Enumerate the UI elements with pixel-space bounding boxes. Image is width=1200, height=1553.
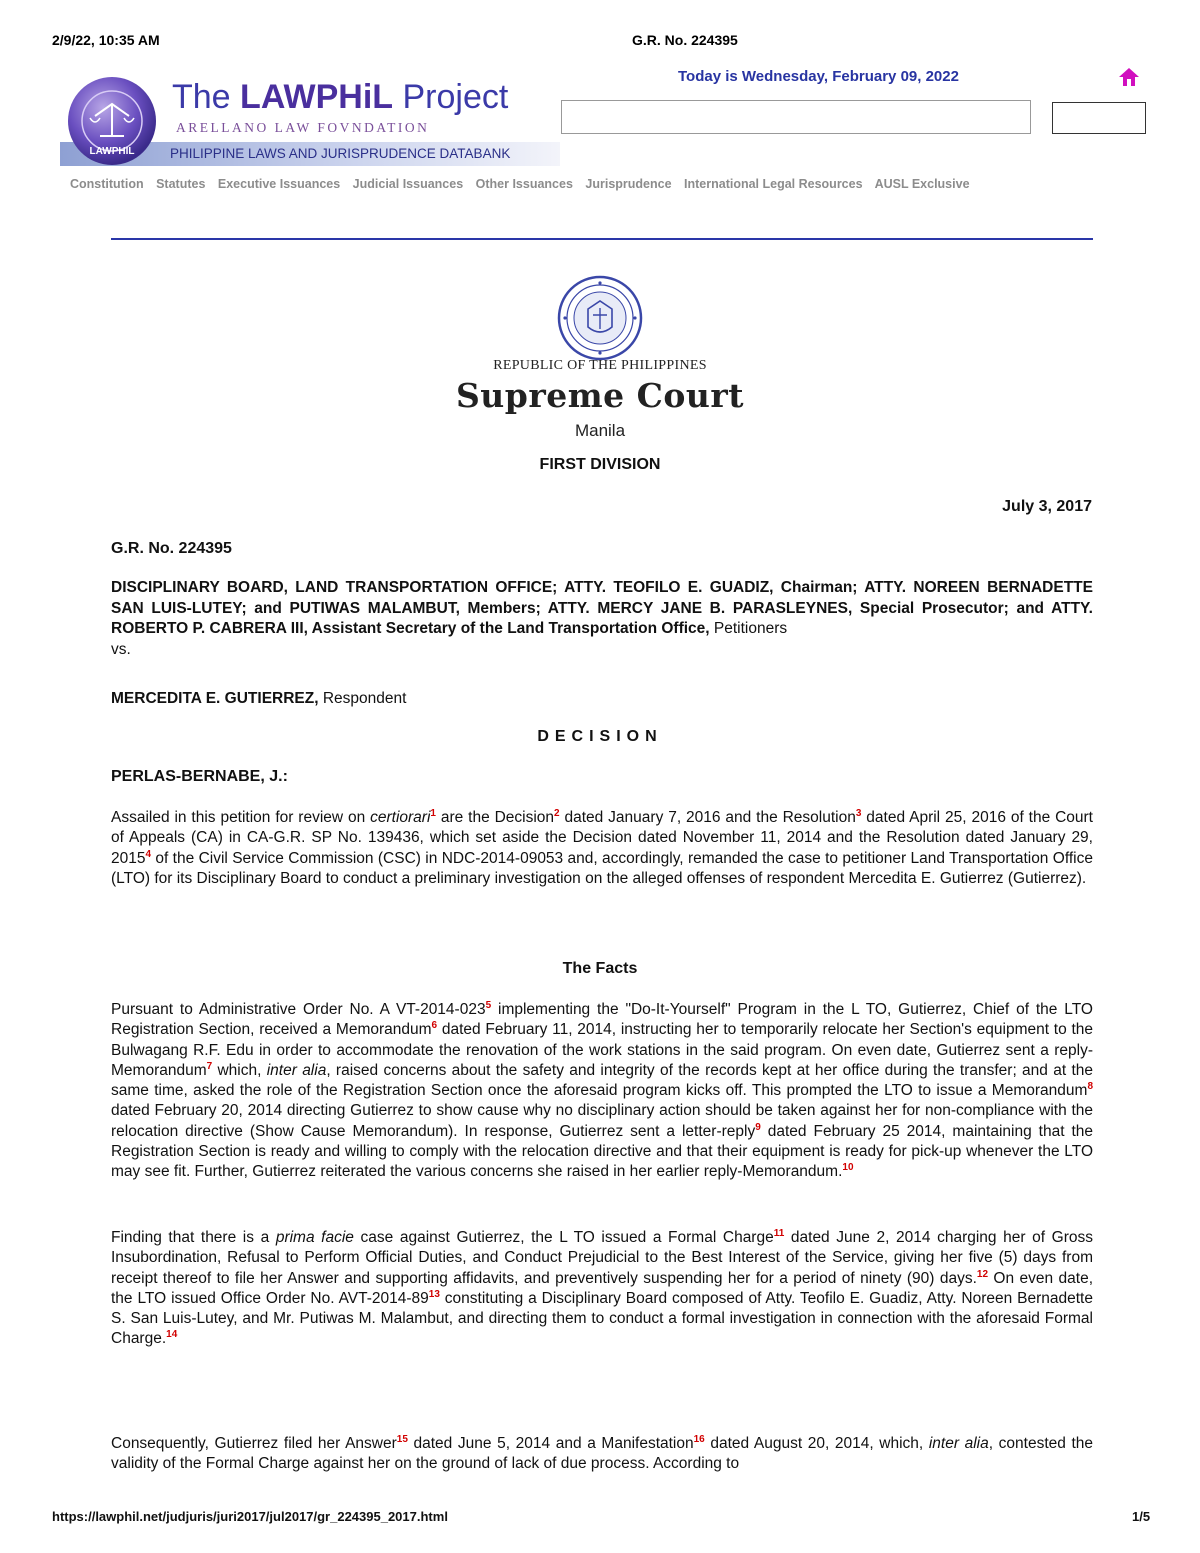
print-title: G.R. No. 224395 [632, 32, 738, 48]
footer-url: https://lawphil.net/judjuris/juri2017/jul2017/gr_224395_2017.html [52, 1509, 448, 1524]
facts-heading: The Facts [562, 960, 638, 977]
nav-international-legal-resources[interactable]: International Legal Resources [684, 177, 863, 191]
print-date: 2/9/22, 10:35 AM [52, 32, 160, 48]
nav-constitution[interactable]: Constitution [70, 177, 144, 191]
respondent-role: Respondent [318, 690, 407, 707]
footnote-link[interactable]: 7 [206, 1060, 213, 1072]
petitioners-role: Petitioners [709, 620, 788, 637]
nav-judicial-issuances[interactable]: Judicial Issuances [352, 177, 464, 191]
search-button[interactable] [1052, 102, 1146, 134]
nav-ausl-exclusive[interactable]: AUSL Exclusive [874, 177, 970, 191]
paragraph-1: Assailed in this petition for review on certiorari$^1$ are the Decision$^2$ dated January 7, 2016 and the Resolution$^3$ dated April 25, 2016 of the Court of Appeals (CA) in CA-G.R. SP No. 139436, which set aside the Decision dated November 11, 2014 and the Resolution dated January 29, 2015$^4$ of the Civil Service Commission (CSC) in NDC-2014-09053 and, accordingly, remanded the case to petitioner Land Transportation Office (LTO) for its Disciplinary Board to conduct a preliminary investigation on the alleged offenses of respondent Mercedita E. Gutierrez (Gutierrez). [111, 807, 1093, 887]
decision-heading: DECISION [537, 728, 663, 745]
databank-tagline: PHILIPPINE LAWS AND JURISPRUDENCE DATABANK [170, 146, 511, 161]
footnote-link[interactable]: 16 [693, 1433, 705, 1445]
logo-lettering: LAWPHIL [89, 146, 135, 157]
footnote-link[interactable]: 3 [855, 807, 862, 819]
page-number: 1/5 [1132, 1509, 1151, 1524]
footnote-link[interactable]: 9 [755, 1121, 761, 1133]
lawphil-logo[interactable] [60, 76, 168, 166]
nav-executive-issuances[interactable]: Executive Issuances [217, 177, 341, 191]
paragraph-4: Consequently, Gutierrez filed her Answer$^{15}$ dated June 5, 2014 and a Manifestation$^{16}$ dated August 20, 2014, which, inter alia, contested the validity of the Formal Charge against her on the ground of lack of due process. According to [111, 1433, 1094, 1473]
footnote-link[interactable]: 10 [842, 1162, 854, 1174]
footnote-link[interactable]: 4 [145, 848, 152, 860]
case-number: G.R. No. 224395 [111, 540, 232, 557]
footnote-link[interactable]: 1 [430, 807, 436, 819]
respondent [111, 690, 406, 708]
site-title-suffix: Project [393, 78, 509, 116]
paragraph-3: Finding that there is a prima facie case against Gutierrez, the L TO issued a Formal Charge$^{11}$ dated June 2, 2014 charging her of Gross Insubordination, Refusal to Perform Official Duties, and Conduct Prejudicial to the Best Interest of the Service, giving her five (5) days from receipt thereof to file her Answer and supporting affidavits, and preventively suspending her for a period of ninety (90) days.$^{12}$ On even date, the LTO issued Office Order No. AVT-$2014-89^{13}$ constituting a Disciplinary Board composed of Atty. Teofilo E. Guadiz, Atty. Noreen Bernadette S. San Luis-Lutey, and Mr. Putiwas M. Malambut, and directing them to conduct a formal investigation in connection with the aforesaid Formal Charge.$^{14}$ [111, 1227, 1093, 1348]
home-icon[interactable] [1118, 66, 1140, 88]
court-name: Supreme Court [455, 376, 745, 415]
footnote-link[interactable]: 15 [396, 1433, 408, 1445]
site-title-prefix: The [172, 78, 241, 116]
site-title[interactable] [172, 78, 508, 117]
petitioners-names: DISCIPLINARY BOARD, LAND TRANSPORTATION OFFICE; ATTY. TEOFILO E. GUADIZ, Chairman; ATTY. NOREEN BERNADETTE SAN LUIS-LUTEY; and PUTIWAS MALAMBUT, Members; ATTY. MERCY JANE B. PARASLEYNES, Special Prosecutor; and ATTY. ROBERTO P. CABRERA III, Assistant Secretary of the Land Transportation Office, [111, 579, 1093, 637]
footnote-link[interactable]: 6 [431, 1020, 438, 1032]
today-date: Today is Wednesday, February 09, 2022 [678, 68, 959, 85]
ponente: PERLAS-BERNABE, J.: [111, 768, 288, 785]
main-nav [70, 177, 979, 191]
foundation-name: ARELLANO LAW FOVNDATION [176, 120, 430, 135]
footnote-link[interactable]: 12 [976, 1268, 989, 1280]
header-divider [111, 238, 1093, 240]
respondent-name: MERCEDITA E. GUTIERREZ, [111, 690, 319, 707]
nav-jurisprudence[interactable]: Jurisprudence [585, 177, 672, 191]
nav-other-issuances[interactable]: Other Issuances [475, 177, 573, 191]
footnote-link[interactable]: 8 [1087, 1081, 1093, 1093]
decision-date: July 3, 2017 [1002, 498, 1092, 515]
division-heading: FIRST DIVISION [539, 456, 661, 473]
republic-heading: REPUBLIC OF THE PHILIPPINES [493, 358, 707, 373]
footnote-link[interactable]: 14 [166, 1329, 178, 1341]
footnote-link[interactable]: 11 [773, 1227, 785, 1239]
court-city: Manila [574, 421, 626, 440]
nav-statutes[interactable]: Statutes [156, 177, 206, 191]
footnote-link[interactable]: 5 [485, 999, 492, 1011]
footnote-link[interactable]: 2 [554, 807, 560, 819]
site-title-bold: LAWPHiL [240, 78, 394, 116]
search-input[interactable] [561, 100, 1031, 134]
petitioners [111, 578, 1093, 660]
versus: vs. [111, 640, 131, 658]
paragraph-2: Pursuant to Administrative Order No. A $VT-2014-023^5$ implementing the "Do-It-Yourself" Program in the L TO, Gutierrez, Chief of the LTO Registration Section, received a Memorandum$^6$ dated February 11, 2014, instructing her to temporarily relocate her Section's equipment to the Bulwagang R.F. Edu in order to accommodate the renovation of the work stations in the said program. On even date, Gutierrez sent a reply-Memorandum$^7$ which, inter alia, raised concerns about the safety and integrity of the records kept at her office during the transfer; and at the same time, asked the role of the Registration Section once the aforesaid program kicks off. This prompted the LTO to issue a Memorandum$^8$ dated February 20, 2014 directing Gutierrez to show cause why no disciplinary action should be taken against her for non-compliance with the relocation directive (Show Cause Memorandum). In response, Gutierrez sent a letter-reply$^9$ dated February 25 2014, maintaining that the Registration Section is ready and willing to comply with the relocation directive and that their equipment is ready for pick-up whenever the LTO may see fit. Further, Gutierrez reiterated the various concerns she raised in her earlier reply-Memorandum.$^{10}$ [111, 999, 1094, 1181]
footnote-link[interactable]: 13 [428, 1288, 440, 1300]
supreme-court-seal [557, 275, 643, 361]
